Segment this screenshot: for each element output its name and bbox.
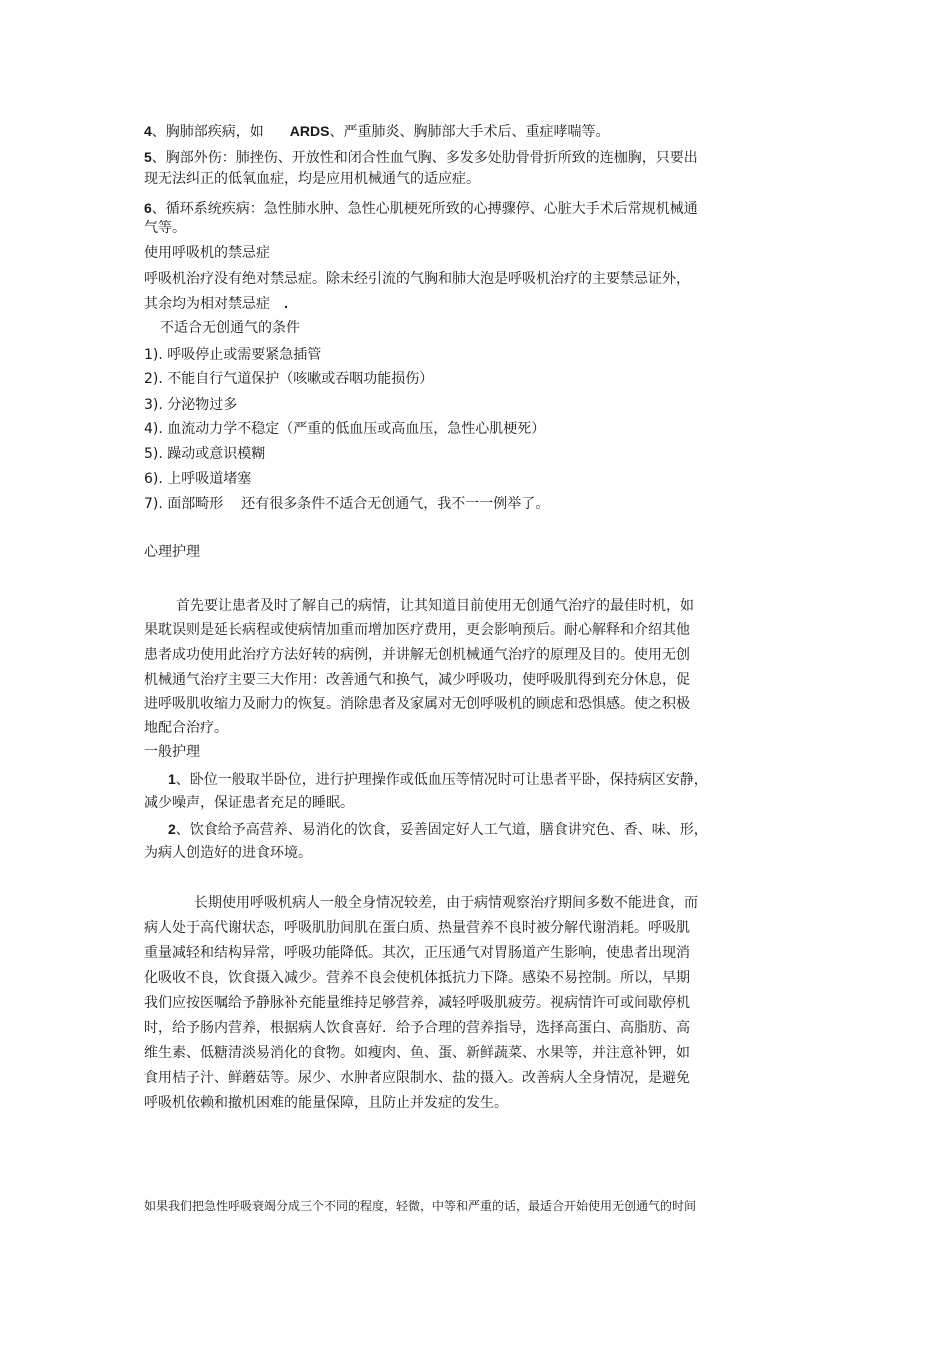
psych-heading: 心理护理 xyxy=(144,544,200,560)
general-para-2: 2、饮食给予高营养、易消化的饮食，妥善固定好人工气道，膳食讲究色、香、味、形， xyxy=(168,821,708,838)
nutrition-line-3: 重量减轻和结构异常，呼吸功能降低。其次，正压通气对胃肠道产生影响，使患者出现消 xyxy=(144,945,690,961)
unsuitable-item-2: 2). 不能自行气道保护（咳嗽或吞咽功能损伤） xyxy=(144,371,434,387)
nutrition-line-5: 我们应按医嘱给予静脉补充能量维持足够营养，减轻呼吸肌疲劳。视病情许可或间歇停机 xyxy=(144,995,690,1011)
nutrition-line-9: 呼吸机依赖和撤机困难的能量保障，且防止并发症的发生。 xyxy=(144,1095,508,1111)
list-item-4: 4、胸肺部疾病，如 ARDS、严重肺炎、胸肺部大手术后、重症哮喘等。 xyxy=(144,123,610,140)
nutrition-line-4: 化吸收不良，饮食摄入减少。营养不良会使机体抵抗力下降。感染不易控制。所以，早期 xyxy=(144,970,690,986)
general-para-1: 1、卧位一般取半卧位，进行护理操作或低血压等情况时可让患者平卧，保持病区安静， xyxy=(168,771,708,788)
unsuitable-item-5: 5). 躁动或意识模糊 xyxy=(144,446,266,462)
contraindication-text: 呼吸机治疗没有绝对禁忌症。除未经引流的气胸和肺大泡是呼吸机治疗的主要禁忌证外， xyxy=(144,271,690,287)
psych-line-3: 患者成功使用此治疗方法好转的病例，并讲解无创机械通气治疗的原理及目的。使用无创 xyxy=(144,647,690,663)
unsuitable-heading: 不适合无创通气的条件 xyxy=(160,320,300,336)
list-item-5: 5、胸部外伤：肺挫伤、开放性和闭合性血气胸、多发多处肋骨骨折所致的连枷胸，只要出 xyxy=(144,149,698,166)
psych-line-4: 机械通气治疗主要三大作用：改善通气和换气，减少呼吸功，使呼吸肌得到充分休息，促 xyxy=(144,672,690,688)
psych-line-1: 首先要让患者及时了解自己的病情，让其知道目前使用无创通气治疗的最佳时机，如 xyxy=(176,598,694,614)
list-item-5-cont: 现无法纠正的低氧血症，均是应用机械通气的适应症。 xyxy=(144,171,480,187)
nutrition-line-1: 长期使用呼吸机病人一般全身情况较差，由于病情观察治疗期间多数不能进食，而 xyxy=(194,895,698,911)
list-item-6: 6、循环系统疾病：急性肺水肿、急性心肌梗死所致的心搏骤停、心脏大手术后常规机械通 xyxy=(144,200,698,217)
unsuitable-item-6: 6). 上呼吸道堵塞 xyxy=(144,471,252,487)
list-item-6-cont: 气等。 xyxy=(144,220,186,236)
unsuitable-item-4: 4). 血流动力学不稳定（严重的低血压或高血压，急性心肌梗死） xyxy=(144,421,546,437)
unsuitable-item-7: 7). 面部畸形 还有很多条件不适合无创通气，我不一一例举了。 xyxy=(144,496,550,512)
unsuitable-item-3: 3). 分泌物过多 xyxy=(144,397,238,413)
nutrition-line-7: 维生素、低糖清淡易消化的食物。如瘦肉、鱼、蛋、新鲜蔬菜、水果等，并注意补钾，如 xyxy=(144,1045,690,1061)
general-para-2-cont: 为病人创造好的进食环境。 xyxy=(144,845,312,861)
unsuitable-item-1: 1). 呼吸停止或需要紧急插管 xyxy=(144,347,322,363)
footer-text: 如果我们把急性呼吸衰竭分成三个不同的程度，轻微，中等和严重的话，最适合开始使用无创通气的时间 xyxy=(144,1199,697,1213)
general-para-1-cont: 减少噪声，保证患者充足的睡眠。 xyxy=(144,795,354,811)
contraindication-text-cont: 其余均为相对禁忌症 . xyxy=(144,295,288,312)
contraindication-heading: 使用呼吸机的禁忌症 xyxy=(144,245,270,261)
nutrition-line-6: 时，给予肠内营养，根据病人饮食喜好．给予合理的营养指导，选择高蛋白、高脂肪、高 xyxy=(144,1020,690,1036)
psych-line-2: 果耽误则是延长病程或使病情加重而增加医疗费用，更会影响预后。耐心解释和介绍其他 xyxy=(144,622,690,638)
nutrition-line-2: 病人处于高代谢状态，呼吸肌肋间肌在蛋白质、热量营养不良时被分解代谢消耗。呼吸肌 xyxy=(144,920,690,936)
psych-line-6: 地配合治疗。 xyxy=(144,720,228,736)
psych-line-5: 进呼吸肌收缩力及耐力的恢复。消除患者及家属对无创呼吸机的顾虑和恐惧感。使之积极 xyxy=(144,696,690,712)
general-heading: 一般护理 xyxy=(144,744,200,760)
nutrition-line-8: 食用桔子汁、鲜蘑菇等。尿少、水肿者应限制水、盐的摄入。改善病人全身情况，是避免 xyxy=(144,1070,690,1086)
